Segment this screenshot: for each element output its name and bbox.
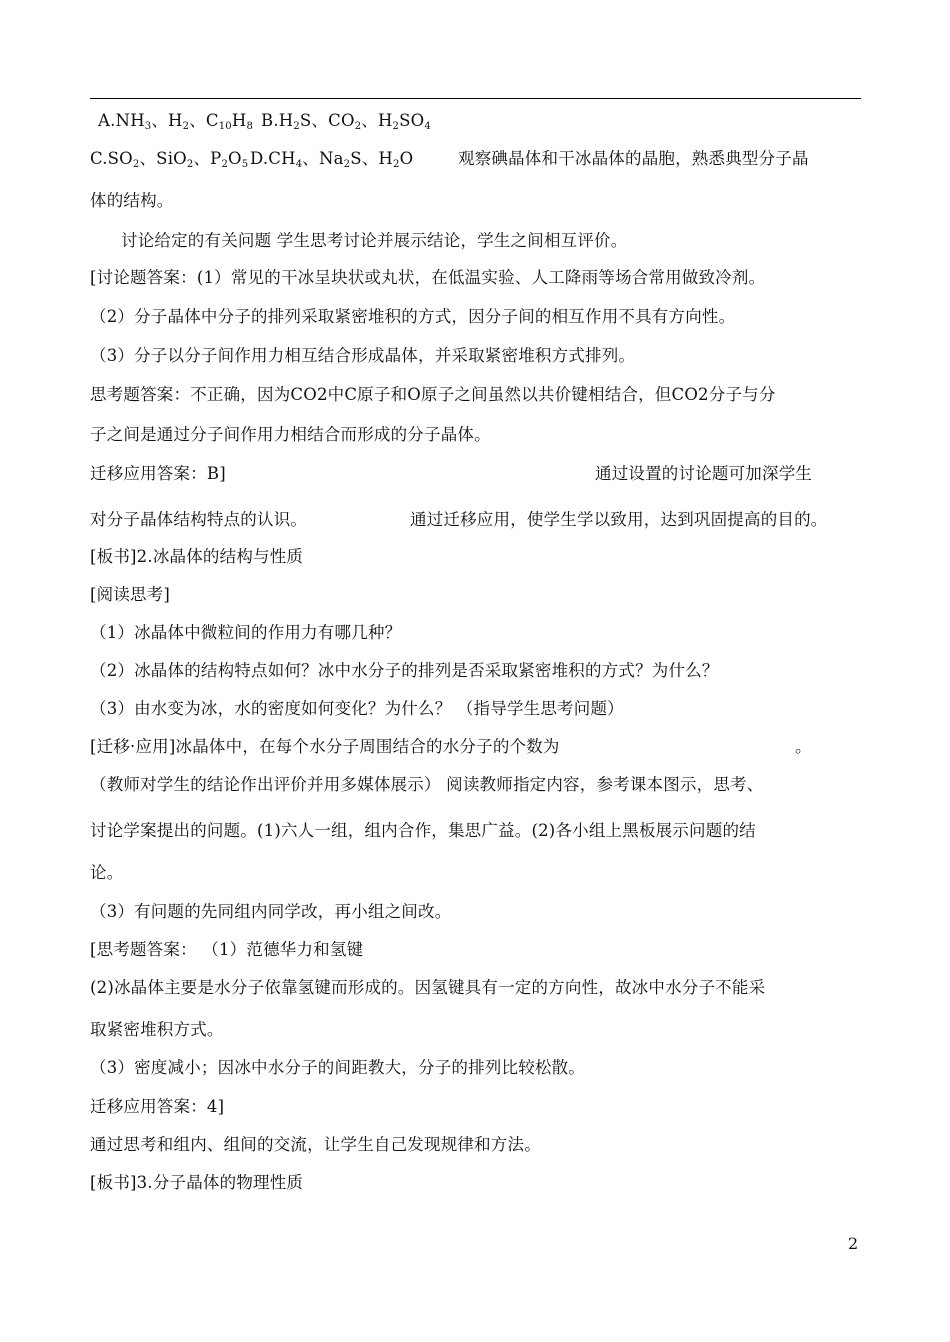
section-heading: [板书]2.冰晶体的结构与性质 — [90, 547, 304, 566]
paragraph-line: [迁移·应用]冰晶体中，在每个水分子周围结合的水分子的个数为 。 — [90, 737, 812, 756]
option-a: $A.NH_3$、$H_2$、$C_{10}H_8$ — [98, 111, 254, 132]
paragraph-line: （3）分子以分子间作用力相互结合形成晶体，并采取紧密堆积方式排列。 — [90, 346, 636, 365]
option-c: $C.SO_2$、SiO$_2$、$P_2O_5$ — [90, 149, 249, 170]
paragraph-line: （3）密度减小；因冰中水分子的间距教大，分子的排列比较松散。 — [90, 1058, 585, 1077]
paragraph-line: 论。 — [90, 863, 124, 882]
paragraph-line: （3）有问题的先同组内同学改，再小组之间改。 — [90, 902, 452, 921]
line-options-ab — [98, 110, 431, 132]
paragraph-line: 子之间是通过分子间作用力相结合而形成的分子晶体。 — [90, 425, 491, 444]
paragraph-line: （教师对学生的结论作出评价并用多媒体展示） 阅读教师指定内容，参考课本图示，思考、 — [90, 775, 764, 794]
activity-note: 观察碘晶体和干冰晶体的晶胞，熟悉典型分子晶 — [458, 149, 809, 168]
paragraph-line: 迁移应用答案：4] — [90, 1097, 225, 1116]
paragraph-line: （3）由水变为冰，水的密度如何变化？为什么？ （指导学生思考问题） — [90, 699, 624, 718]
section-heading: [板书]3.分子晶体的物理性质 — [90, 1173, 304, 1192]
line-options-cd — [90, 148, 809, 170]
paragraph-line: 讨论学案提出的问题。(1)六人一组，组内合作，集思广益。(2)各小组上黑板展示问题的结 — [90, 821, 756, 840]
paragraph-line: （1）冰晶体中微粒间的作用力有哪几种？ — [90, 623, 402, 642]
paragraph-line: [思考题答案： （1）范德华力和氢键 — [90, 940, 364, 959]
option-b: $B.H_2S$、$CO_2$、$H_2SO_4$ — [261, 111, 431, 132]
option-d: $D.CH_4$、$Na_2S$、$H_2O$ — [250, 149, 414, 170]
paragraph-line: （2）分子晶体中分子的排列采取紧密堆积的方式，因分子间的相互作用不具有方向性。 — [90, 307, 736, 326]
paragraph-line: 迁移应用答案：B] 通过设置的讨论题可加深学生 — [90, 464, 813, 483]
section-heading: [阅读思考] — [90, 585, 171, 604]
paragraph-line: 通过思考和组内、组间的交流，让学生自己发现规律和方法。 — [90, 1135, 541, 1154]
paragraph-line: (2)冰晶体主要是水分子依靠氢键而形成的。因氢键具有一定的方向性，故冰中水分子不能采 — [90, 978, 766, 997]
paragraph-line: 对分子晶体结构特点的认识。 通过迁移应用，使学生学以致用，达到巩固提高的目的。 — [90, 510, 828, 529]
header-rule — [90, 98, 861, 99]
paragraph-line: 取紧密堆积方式。 — [90, 1020, 224, 1039]
paragraph-line: （2）冰晶体的结构特点如何？冰中水分子的排列是否采取紧密堆积的方式？为什么？ — [90, 661, 719, 680]
paragraph-line: 思考题答案：不正确，因为CO2中C原子和O原子之间虽然以共价键相结合，但CO2分子与分 — [90, 385, 776, 404]
paragraph-line: 讨论给定的有关问题 学生思考讨论并展示结论，学生之间相互评价。 — [121, 231, 628, 250]
page-number: 2 — [848, 1234, 859, 1253]
paragraph-line: [讨论题答案：(1）常见的干冰呈块状或丸状，在低温实验、人工降雨等场合常用做致冷剂。 — [90, 268, 766, 287]
paragraph-line: 体的结构。 — [90, 191, 174, 210]
